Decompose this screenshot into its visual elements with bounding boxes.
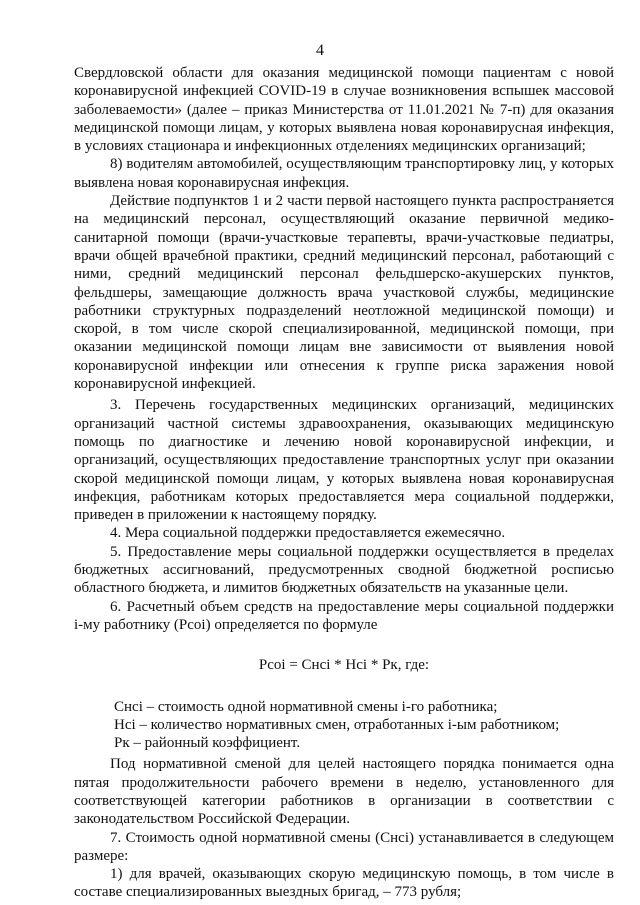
paragraph-subitem-1: 1) для врачей, оказывающих скорую медицинскую помощь, в том числе в составе специализированных выездных бригад, – 773 рубля; xyxy=(74,866,614,901)
paragraph-normative-shift: Под нормативной сменой для целей настоящего порядка понимается одна пятая продолжительности рабочего времени в неделю, установленного для соответствующей категории работников в организации в соответствии с законодательством Российской Федерации. xyxy=(74,756,614,828)
paragraph-item-5: 5. Предоставление меры социальной поддержки осуществляется в пределах бюджетных ассигнований, предусмотренных сводной бюджетной росписью областного бюджета, и лимитов бюджетных обязательств на указанные цели. xyxy=(74,543,614,597)
paragraph-continuation: Свердловской области для оказания медицинской помощи пациентам с новой коронавирусной инфекцией COVID-19 в случае возникновения вспышек массовой заболеваемости» (далее – приказ Министерства от 11.01.2021 № 7-п) для оказания медицинской помощи лицам, у которых выявлена новая коронавирусная инфекция, в условиях стационара и инфекционных отделениях медицинских организаций; xyxy=(74,65,614,155)
definition-snsi: Снсi – стоимость одной нормативной смены i-го работника; xyxy=(114,698,498,715)
paragraph-item-6: 6. Расчетный объем средств на предоставление меры социальной поддержки i-му работнику (Рсоi) определяется по формуле xyxy=(74,598,614,633)
paragraph-item-4: 4. Мера социальной поддержки предоставляется ежемесячно. xyxy=(110,525,506,542)
paragraph-item-8: 8) водителям автомобилей, осуществляющим транспортировку лиц, у которых выявлена новая коронавирусная инфекция. xyxy=(74,156,614,191)
document-body xyxy=(74,64,614,902)
page-number: 4 xyxy=(316,42,324,59)
formula: Рсоi = Снсi * Нсi * Рк, где: xyxy=(258,657,430,674)
definition-nsi: Нсi – количество нормативных смен, отработанных i-ым работником; xyxy=(114,716,560,733)
paragraph-item-3: 3. Перечень государственных медицинских организаций, медицинских организаций частной системы здравоохранения, оказывающих медицинскую помощь по диагностике и лечению новой коронавирусной инфекции, и организаций, осуществляющих предоставление транспортных услуг при оказании скорой медицинской помощи лицам, у которых выявлена новая коронавирусная инфекция, работникам которых предоставляется мера социальной поддержки, приведен в приложении к настоящему порядку. xyxy=(74,397,614,524)
definition-rk: Рк – районный коэффициент. xyxy=(114,735,301,752)
paragraph-item-7: 7. Стоимость одной нормативной смены (Снсi) устанавливается в следующем размере: xyxy=(74,829,614,864)
paragraph-scope: Действие подпунктов 1 и 2 части первой настоящего пункта распространяется на медицинский персонал, осуществляющий оказание первичной медико-санитарной помощи (врачи-участковые терапевты, врачи-участковые педиатры, врачи общей врачебной практики, средний медицинский персонал, работающий с ними, средний медицинский персонал фельдшерско-акушерских пунктов, фельдшеры, замещающие должность врача участковой службы, медицинские работники структурных подразделений неотложной медицинской помощи) и скорой, в том числе скорой специализированной, медицинской помощи, при оказании медицинской помощи лицам вне зависимости от выявления новой коронавирусной инфекции или отнесения к группе риска заражения новой коронавирусной инфекцией. xyxy=(74,193,614,393)
